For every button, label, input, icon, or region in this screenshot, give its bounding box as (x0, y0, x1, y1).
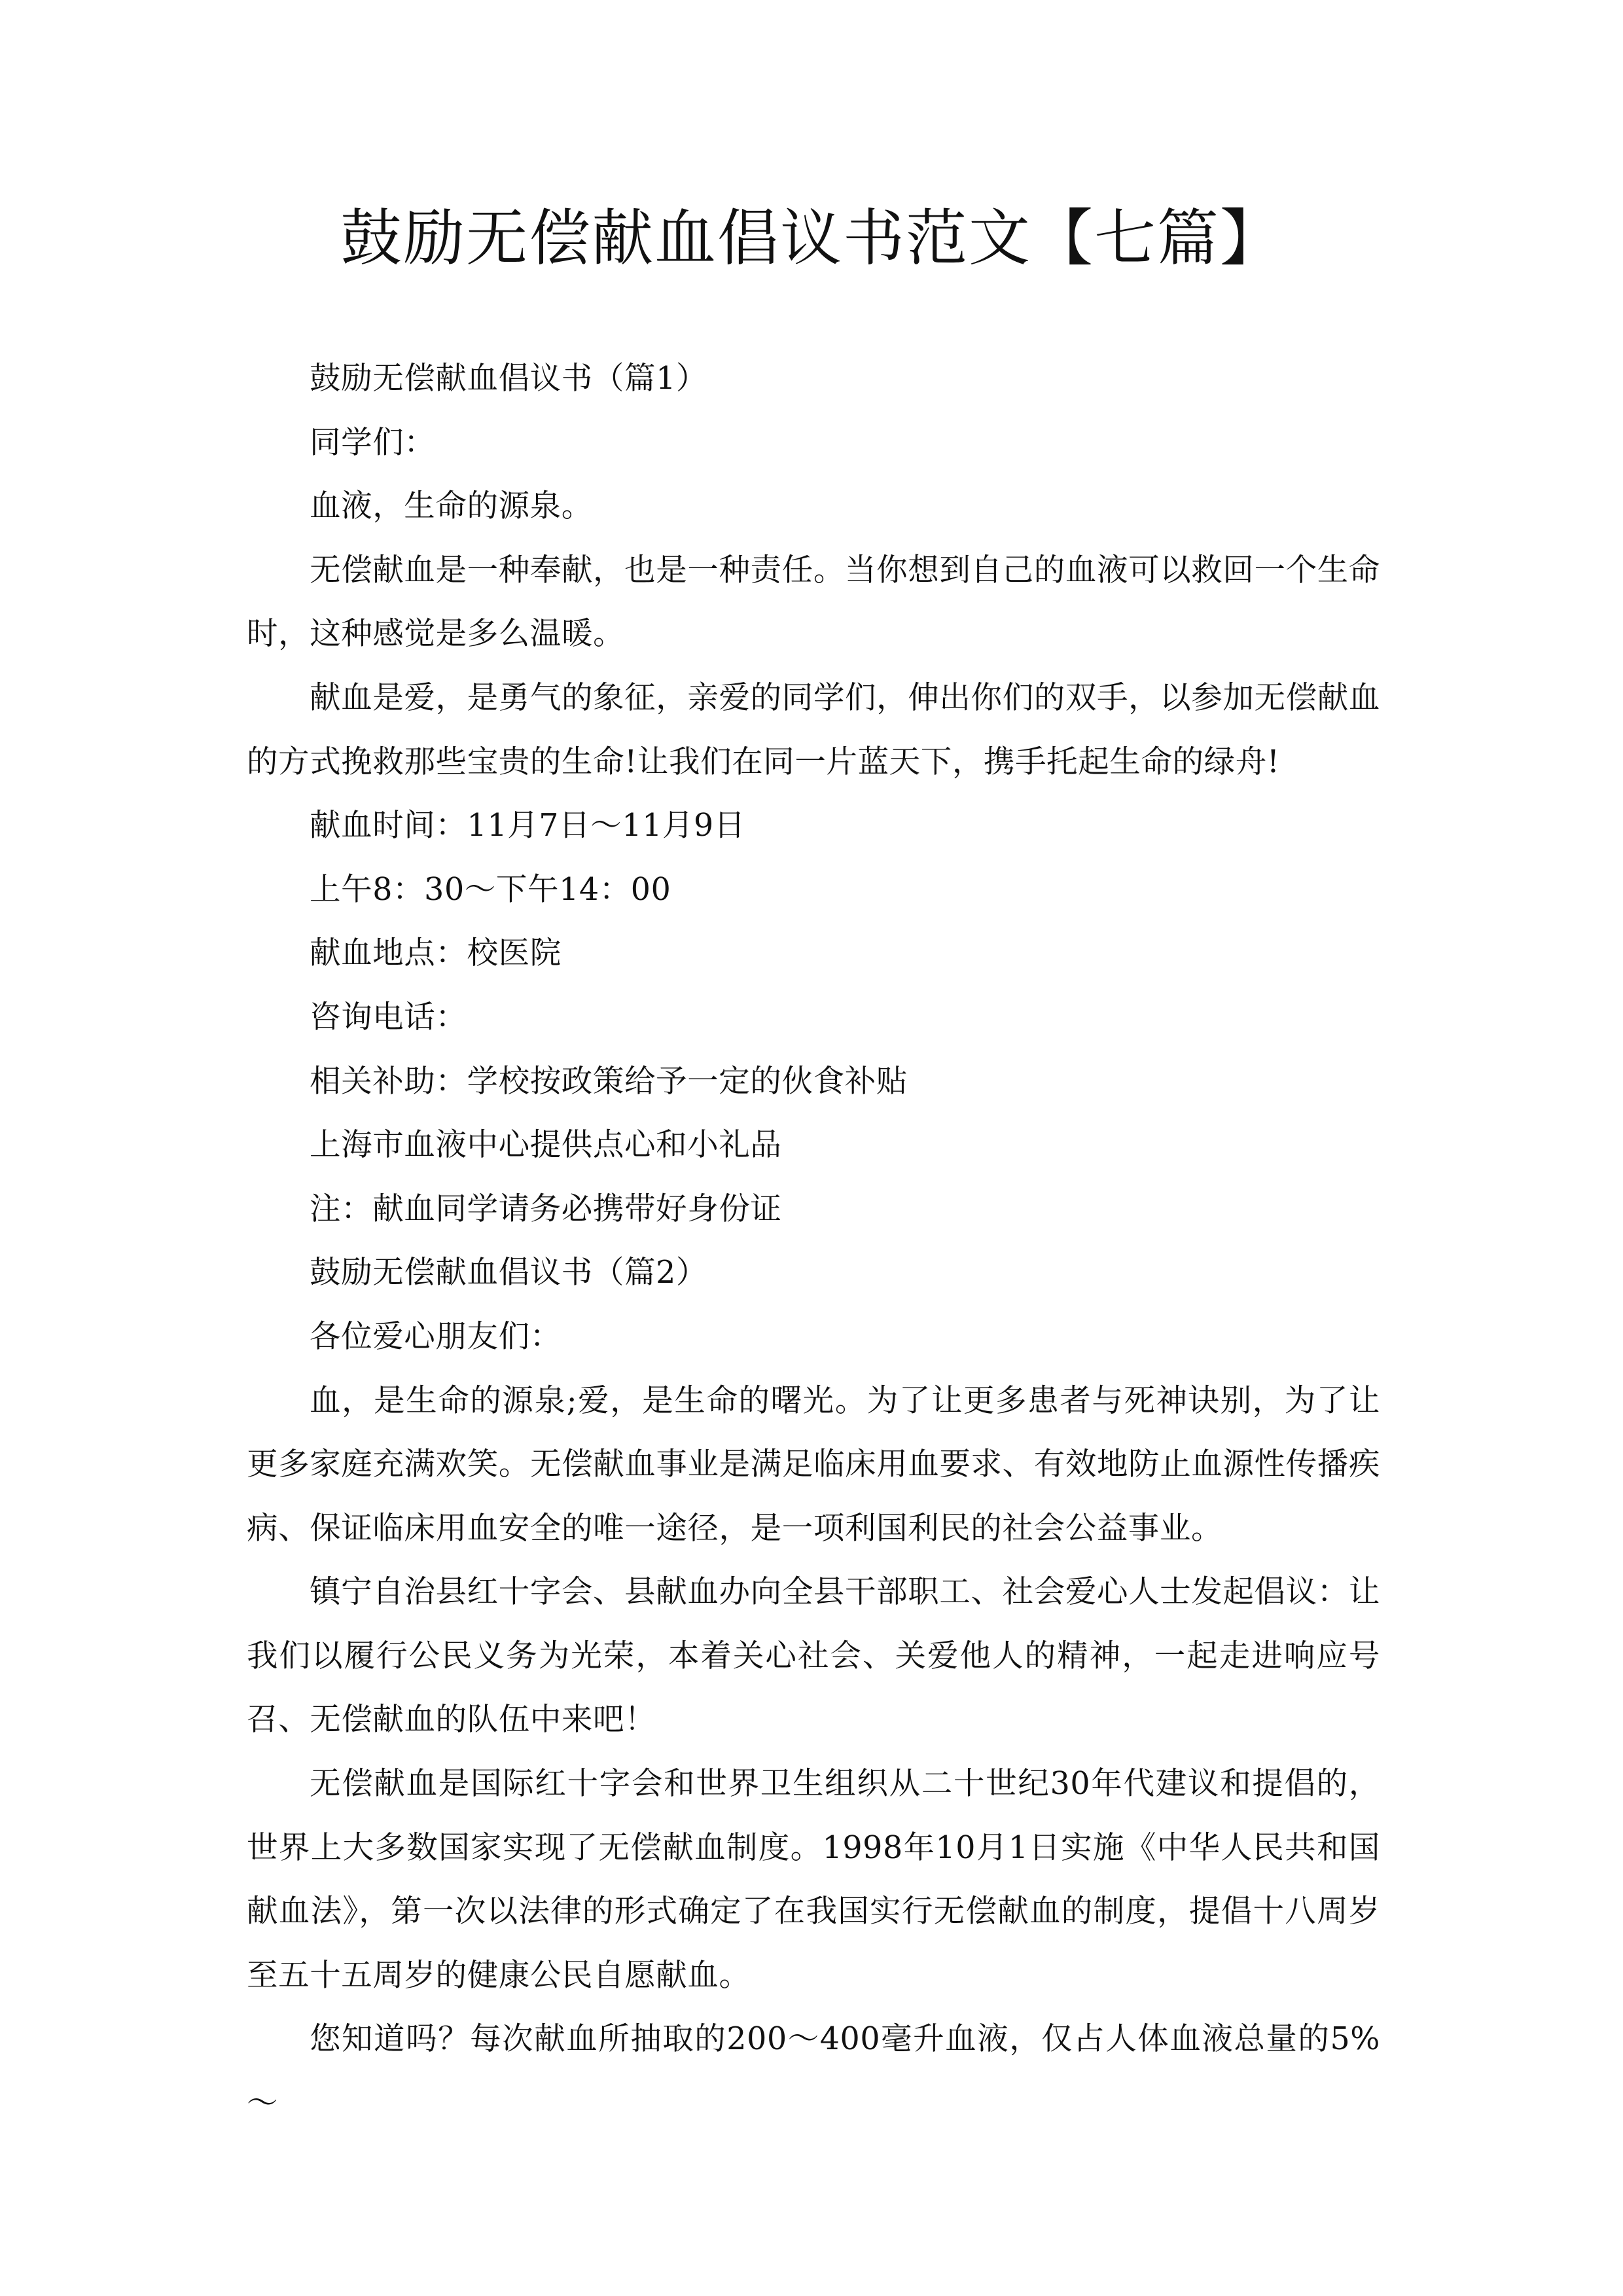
donation-location: 献血地点：校医院 (310, 935, 562, 972)
paragraph: 血，是生命的源泉;爱，是生命的曙光。为了让更多患者与死神诀别，为了让更多家庭充满欢笑。无偿献血事业是满足临床用血要求、有效地防止血源性传播疾病、保证临床用血安全的唯一途径，是一项利国利民的社会公益事业。 (247, 1382, 1380, 1547)
paragraph: 您知道吗？每次献血所抽取的200～400毫升血液，仅占人体血液总量的5%～ (247, 2021, 1380, 2122)
note: 注：献血同学请务必携带好身份证 (310, 1191, 782, 1227)
paragraph: 无偿献血是国际红十字会和世界卫生组织从二十世纪30年代建议和提倡的，世界上大多数国家实现了无偿献血制度。1998年10月1日实施《中华人民共和国献血法》，第一次以法律的形式确定了在我国实行无偿献血的制度，提倡十八周岁至五十五周岁的健康公民自愿献血。 (247, 1766, 1380, 1994)
salutation: 同学们： (310, 424, 436, 461)
document-title: 鼓励无偿献血倡议书范文【七篇】 (340, 203, 1283, 274)
paragraph: 无偿献血是一种奉献，也是一种责任。当你想到自己的血液可以救回一个生命时，这种感觉是多么温暖。 (247, 552, 1380, 653)
contact-phone: 咨询电话： (310, 999, 467, 1035)
paragraph: 血液，生命的源泉。 (310, 488, 593, 525)
donation-time: 献血时间：11月7日～11月9日 (310, 808, 745, 844)
paragraph: 献血是爱，是勇气的象征，亲爱的同学们，伸出你们的双手，以参加无偿献血的方式挽救那些宝贵的生命!让我们在同一片蓝天下，携手托起生命的绿舟! (247, 679, 1380, 780)
donation-hours: 上午8：30～下午14：00 (310, 871, 671, 908)
section-heading-2: 鼓励无偿献血倡议书（篇2） (310, 1255, 708, 1291)
paragraph: 镇宁自治县红十字会、县献血办向全县干部职工、社会爱心人士发起倡议：让我们以履行公民义务为光荣，本着关心社会、关爱他人的精神，一起走进响应号召、无偿献血的队伍中来吧！ (247, 1574, 1380, 1738)
document-body (247, 347, 1380, 2136)
subsidy-info: 相关补助：学校按政策给予一定的伙食补贴 (310, 1063, 908, 1100)
section-heading-1: 鼓励无偿献血倡议书（篇1） (310, 361, 708, 397)
salutation: 各位爱心朋友们： (310, 1318, 562, 1355)
gift-info: 上海市血液中心提供点心和小礼品 (310, 1127, 782, 1164)
